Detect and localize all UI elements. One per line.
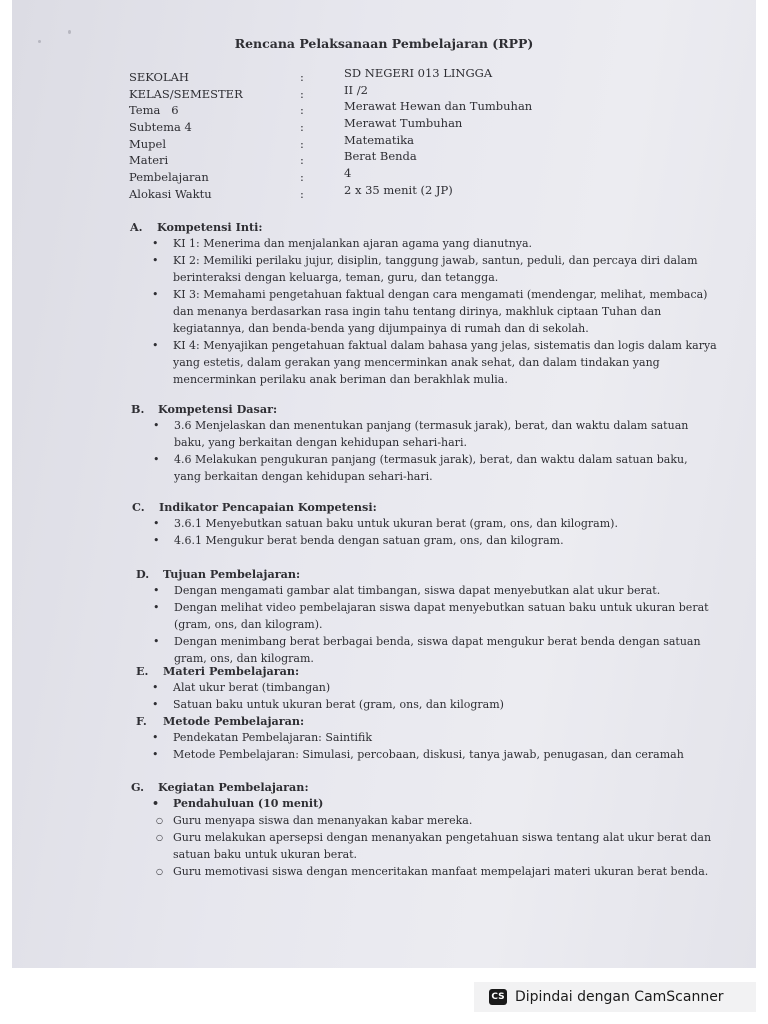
section-list bbox=[174, 515, 618, 549]
info-colon: : bbox=[300, 86, 304, 101]
list-item bbox=[173, 729, 684, 746]
info-value: II /2 bbox=[344, 82, 368, 97]
info-label: Alokasi Waktu bbox=[129, 186, 212, 201]
section-kegiatan bbox=[131, 779, 711, 880]
section-list bbox=[173, 679, 504, 713]
text-line: • 3.6.1 Menyebutkan satuan baku untuk ukuran berat (gram, ons, dan kilogram). bbox=[174, 517, 618, 530]
section-letter: D. bbox=[136, 567, 150, 581]
info-value: 2 x 35 menit (2 JP) bbox=[344, 182, 453, 197]
info-label: Tema 6 bbox=[129, 103, 179, 118]
section-list bbox=[174, 582, 709, 667]
text-line: yang berkaitan dengan kehidupan sehari-hari. bbox=[174, 470, 433, 483]
text-line: • 3.6 Menjelaskan dan menentukan panjang (termasuk jarak), berat, dan waktu dalam satuan bbox=[174, 419, 689, 432]
scan-speck bbox=[68, 30, 71, 34]
list-item bbox=[173, 235, 717, 252]
text-line: • Satuan baku untuk ukuran berat (gram, ons, dan kilogram) bbox=[173, 698, 504, 711]
section-title: Kompetensi Inti: bbox=[157, 220, 263, 234]
info-value: 4 bbox=[344, 166, 352, 181]
section-heading bbox=[136, 663, 504, 679]
document-title: Rencana Pelaksanaan Pembelajaran (RPP) bbox=[234, 36, 534, 51]
info-colon: : bbox=[300, 103, 304, 118]
text-line: • KI 1: Menerima dan menjalankan ajaran agama yang dianutnya. bbox=[173, 237, 533, 250]
list-item bbox=[174, 451, 688, 485]
text-line: berinteraksi dengan keluarga, teman, guru, dan tetangga. bbox=[173, 271, 499, 284]
section-letter: C. bbox=[132, 500, 145, 514]
list-item bbox=[173, 252, 717, 286]
list-item bbox=[173, 679, 504, 696]
section-title: Tujuan Pembelajaran: bbox=[163, 567, 301, 581]
text-line: mencerminkan perilaku anak beriman dan berakhlak mulia. bbox=[173, 373, 508, 386]
text-line: • KI 4: Menyajikan pengetahuan faktual dalam bahasa yang jelas, sistematis dan logis dalam karya bbox=[173, 339, 717, 352]
info-label: Mupel bbox=[129, 136, 167, 151]
text-line: ○ Guru memotivasi siswa dengan menceritakan manfaat mempelajari materi ukuran berat benda. bbox=[173, 865, 709, 878]
info-value: Merawat Tumbuhan bbox=[344, 116, 463, 131]
section-list bbox=[173, 729, 684, 763]
section-title: Indikator Pencapaian Kompetensi: bbox=[159, 500, 377, 514]
section-list bbox=[173, 235, 717, 388]
section-tujuan bbox=[136, 566, 709, 667]
info-colon: : bbox=[300, 170, 304, 185]
section-letter: A. bbox=[130, 220, 143, 234]
section-heading bbox=[131, 401, 688, 417]
info-value: Matematika bbox=[344, 132, 414, 147]
camscanner-logo-icon: CS bbox=[489, 989, 507, 1005]
list-item bbox=[174, 417, 688, 451]
section-indikator bbox=[132, 499, 618, 549]
info-colon: : bbox=[300, 120, 304, 135]
section-letter: B. bbox=[131, 402, 145, 416]
list-item bbox=[174, 582, 709, 599]
text-line: dan menanya berdasarkan rasa ingin tahu tentang dirinya, makhluk ciptaan Tuhan dan bbox=[173, 305, 662, 318]
text-line: • KI 2: Memiliki perilaku jujur, disiplin, tanggung jawab, santun, peduli, dan percaya diri dalam bbox=[173, 254, 698, 267]
section-heading bbox=[136, 566, 709, 582]
info-label: Materi bbox=[129, 153, 169, 168]
info-label: Pembelajaran bbox=[129, 170, 209, 185]
text-line: kegiatannya, dan benda-benda yang dijumpainya di rumah dan di sekolah. bbox=[173, 322, 589, 335]
list-item bbox=[173, 746, 684, 763]
text-line: ○ Guru melakukan apersepsi dengan menanyakan pengetahuan siswa tentang alat ukur berat dan bbox=[173, 831, 712, 844]
list-item bbox=[173, 286, 717, 337]
list-item bbox=[173, 863, 711, 880]
section-metode bbox=[136, 713, 684, 763]
section-heading bbox=[131, 779, 711, 795]
text-line: baku, yang berkaitan dengan kehidupan sehari-hari. bbox=[174, 436, 467, 449]
section-title: Materi Pembelajaran: bbox=[163, 664, 300, 678]
text-line: gram, ons, dan kilogram. bbox=[174, 652, 314, 665]
text-line: • 4.6.1 Mengukur berat benda dengan satuan gram, ons, dan kilogram. bbox=[174, 534, 564, 547]
section-letter: E. bbox=[136, 664, 149, 678]
section-materi bbox=[136, 663, 504, 713]
section-list bbox=[174, 417, 688, 485]
list-item bbox=[174, 633, 709, 667]
text-line: • Metode Pembelajaran: Simulasi, percobaan, diskusi, tanya jawab, penugasan, dan ceramah bbox=[173, 748, 684, 761]
section-title: Metode Pembelajaran: bbox=[163, 714, 305, 728]
section-heading bbox=[136, 713, 684, 729]
sub-heading bbox=[173, 795, 711, 812]
text-line: satuan baku untuk ukuran berat. bbox=[173, 848, 358, 861]
list-item bbox=[174, 515, 618, 532]
camscanner-watermark bbox=[474, 982, 756, 1012]
text-line: (gram, ons, dan kilogram). bbox=[174, 618, 323, 631]
list-item bbox=[173, 337, 717, 388]
info-label: Subtema 4 bbox=[129, 120, 192, 135]
section-heading bbox=[130, 219, 717, 235]
info-colon: : bbox=[300, 186, 304, 201]
info-colon: : bbox=[300, 70, 304, 84]
text-line: yang estetis, dalam gerakan yang mencerminkan anak sehat, dan dalam tindakan yang bbox=[173, 356, 660, 369]
section-title: Kompetensi Dasar: bbox=[158, 402, 278, 416]
text-line: • 4.6 Melakukan pengukuran panjang (termasuk jarak), berat, dan waktu dalam satuan baku, bbox=[174, 453, 688, 466]
info-value: Berat Benda bbox=[344, 149, 417, 164]
text-line: • Pendahuluan (10 menit) bbox=[173, 797, 324, 810]
text-line: • Alat ukur berat (timbangan) bbox=[173, 681, 331, 694]
list-item bbox=[174, 599, 709, 633]
section-kompetensi-inti bbox=[130, 219, 717, 388]
list-item bbox=[173, 829, 711, 863]
text-line: • Dengan menimbang berat berbagai benda, siswa dapat mengukur berat benda dengan satuan bbox=[174, 635, 701, 648]
section-kompetensi-dasar bbox=[131, 401, 688, 485]
activity-list bbox=[173, 812, 711, 880]
section-title: Kegiatan Pembelajaran: bbox=[158, 780, 309, 794]
list-item bbox=[173, 696, 504, 713]
text-line: • KI 3: Memahami pengetahuan faktual dengan cara mengamati (mendengar, melihat, membaca) bbox=[173, 288, 708, 301]
section-list bbox=[173, 795, 711, 812]
info-value: Merawat Hewan dan Tumbuhan bbox=[344, 99, 533, 114]
list-item bbox=[173, 812, 711, 829]
info-label: KELAS/SEMESTER bbox=[129, 86, 243, 101]
section-heading bbox=[132, 499, 618, 515]
info-colon: : bbox=[300, 136, 304, 151]
text-line: ○ Guru menyapa siswa dan menanyakan kabar mereka. bbox=[173, 814, 473, 827]
list-item bbox=[174, 532, 618, 549]
text-line: • Dengan melihat video pembelajaran siswa dapat menyebutkan satuan baku untuk ukuran berat bbox=[174, 601, 709, 614]
watermark-label: Dipindai dengan CamScanner bbox=[515, 989, 724, 1005]
text-line: • Dengan mengamati gambar alat timbangan, siswa dapat menyebutkan alat ukur berat. bbox=[174, 584, 661, 597]
info-label: SEKOLAH bbox=[129, 70, 189, 84]
info-value: SD NEGERI 013 LINGGA bbox=[344, 66, 493, 80]
text-line: • Pendekatan Pembelajaran: Saintifik bbox=[173, 731, 373, 744]
section-letter: G. bbox=[131, 780, 145, 794]
section-letter: F. bbox=[136, 714, 147, 728]
info-colon: : bbox=[300, 153, 304, 168]
